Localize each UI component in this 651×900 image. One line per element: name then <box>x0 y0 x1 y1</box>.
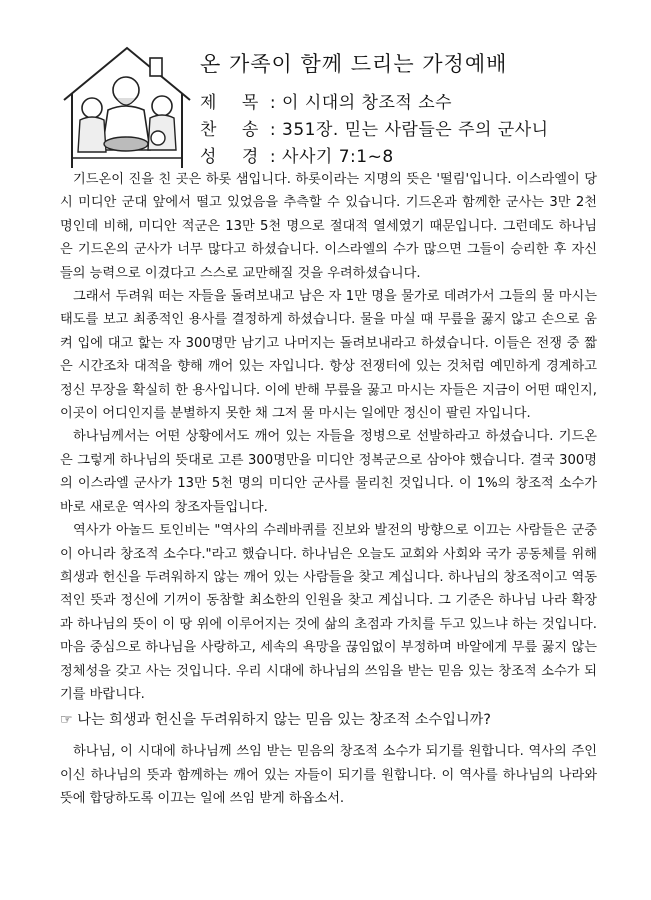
detail-label: 성 경 <box>200 147 269 167</box>
paragraph: 그래서 두려워 떠는 자들을 돌려보내고 남은 자 1만 명을 물가로 데려가서 그들의 물 마시는 태도를 보고 최종적인 용사를 결정하게 하셨습니다. 물을 마실 때 무릎을 꿇지 않고 손으로 움켜 입에 대고 핥는 자 300명만 남기고 나머지는 돌려보내라고 하셨습니다. 이들은 전쟁 중 짧은 시간조차 대적을 향해 깨어 있는 자입니다. 항상 전쟁터에 있는 것처럼 예민하게 경계하고 정신 무장을 확실히 한 용사입니다. 이에 반해 무릎을 꿇고 마시는 자들은 지금이 어떤 때인지, 이곳이 어디인지를 분별하지 못한 채 그저 물 마시는 일에만 정신이 팔린 자입니다. <box>60 289 597 422</box>
page-title: 온 가족이 함께 드리는 가정예배 <box>200 52 508 76</box>
detail-row-title <box>200 88 549 115</box>
detail-label: 찬 송 <box>200 120 269 140</box>
sermon-body <box>60 168 597 811</box>
scripture: 사사기 7:1~8 <box>282 147 394 167</box>
detail-row-hymn <box>200 115 549 142</box>
hymn: 351장. 믿는 사람들은 주의 군사니 <box>282 120 549 140</box>
detail-separator: : <box>264 120 283 140</box>
reflection-question <box>60 708 597 732</box>
prayer: 하나님, 이 시대에 하나님께 쓰임 받는 믿음의 창조적 소수가 되기를 원합니다. 역사의 주인이신 하나님의 뜻과 함께하는 깨어 있는 자들이 되기를 원합니다. 이 역사를 하나님의 나라와 뜻에 합당하도록 이끄는 일에 쓰임 받게 하옵소서. <box>60 744 597 807</box>
header <box>58 38 618 178</box>
family-house-illustration <box>58 40 196 172</box>
paragraph: 역사가 아놀드 토인비는 "역사의 수레바퀴를 진보와 발전의 방향으로 이끄는 사람들은 군중이 아니라 창조적 소수다."라고 했습니다. 하나님은 오늘도 교회와 사회와 국가 공동체를 위해 희생과 헌신을 두려워하지 않는 깨어 있는 사람들을 찾고 계십니다. 하나님의 창조적이고 역동적인 뜻과 정신에 기꺼이 동참할 최소한의 인원을 찾고 계십니다. 그 기준은 하나님 나라 확장과 하나님의 뜻이 이 땅 위에 이루어지는 것에 삶의 초점과 가치를 두고 있느냐 하는 것입니다. 마음 중심으로 하나님을 사랑하고, 세속의 욕망을 끊임없이 부정하며 바알에게 무릎 꿇지 않는 정체성을 갖고 사는 것입니다. 우리 시대에 하나님의 쓰임을 받는 믿음 있는 창조적 소수가 되기를 바랍니다. <box>60 523 597 702</box>
detail-label: 제 목 <box>200 93 269 113</box>
detail-separator: : <box>264 147 283 167</box>
detail-row-scripture <box>200 142 549 169</box>
pointing-hand-icon: ☞ <box>60 712 73 729</box>
sermon-title: 이 시대의 창조적 소수 <box>282 93 453 113</box>
paragraph: 하나님께서는 어떤 상황에서도 깨어 있는 자들을 정병으로 선발하라고 하셨습니다. 기드온은 그렇게 하나님의 뜻대로 고른 300명만을 미디안 정복군으로 삼아야 했습니다. 결국 300명의 이스라엘 군사가 13만 5천 명의 미디안 군사를 물리친 것입니다. 이 1%의 창조적 소수가 바로 새로운 역사의 창조자들입니다. <box>60 429 597 515</box>
worship-details <box>200 88 549 169</box>
question-text: 나는 희생과 헌신을 두려워하지 않는 믿음 있는 창조적 소수입니까? <box>77 712 491 729</box>
detail-separator: : <box>264 93 283 113</box>
paragraph: 기드온이 진을 친 곳은 하롯 샘입니다. 하롯이라는 지명의 뜻은 '떨림'입니다. 이스라엘이 당시 미디안 군대 앞에서 떨고 있었음을 추측할 수 있습니다. 기드온과 함께한 군사는 3만 2천 명인데 비해, 미디안 적군은 13만 5천 명으로 절대적 열세였기 때문입니다. 그런데도 하나님은 기드온의 군사가 너무 많다고 하셨습니다. 이스라엘의 수가 많으면 그들이 승리한 후 자신들의 능력으로 이겼다고 스스로 교만해질 것을 우려하셨습니다. <box>60 172 597 281</box>
